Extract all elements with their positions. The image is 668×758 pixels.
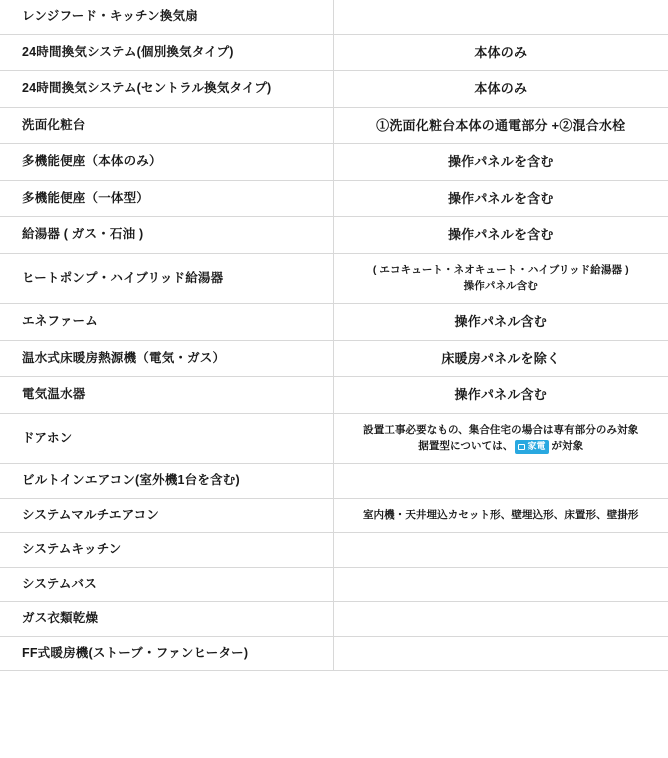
note-line-with-badge: [344, 438, 659, 455]
note-text: [344, 10, 659, 24]
note-line: 設置工事必要なもの、集合住宅の場合は専有部分のみ対象: [363, 423, 639, 436]
note-line: 操作パネルを含む: [447, 190, 554, 206]
table-row: [0, 217, 668, 254]
equipment-name-cell: 24時間換気システム(個別換気タイプ): [0, 34, 333, 71]
equipment-name-cell: 給湯器 ( ガス・石油 ): [0, 217, 333, 254]
note-cell: [333, 413, 668, 464]
equipment-name-cell: レンジフード・キッチン換気扇: [0, 0, 333, 34]
note-cell: [333, 71, 668, 108]
table-row: [0, 498, 668, 533]
equipment-name-cell: 電気温水器: [0, 377, 333, 414]
equipment-name-cell: 多機能便座（本体のみ）: [0, 144, 333, 181]
note-text: [344, 43, 659, 63]
table-row: [0, 340, 668, 377]
table-row: [0, 602, 668, 637]
note-text: [344, 79, 659, 99]
empty-note: [344, 474, 659, 488]
table-row: [0, 636, 668, 671]
note-line: 操作パネルを含む: [447, 154, 554, 169]
equipment-name-cell: エネファーム: [0, 304, 333, 341]
empty-note: [344, 612, 659, 626]
equipment-name-cell: FF式暖房機(ストーブ・ファンヒーター): [0, 636, 333, 671]
note-text: [344, 116, 659, 136]
note-text: [344, 312, 659, 332]
table-row: [0, 180, 668, 217]
table-row: [0, 253, 668, 304]
note-cell: [333, 377, 668, 414]
note-line: 本体のみ: [474, 44, 528, 60]
empty-note: [344, 577, 659, 591]
equipment-name-cell: システムバス: [0, 567, 333, 602]
equipment-name-cell: ドアホン: [0, 413, 333, 464]
table-row: [0, 304, 668, 341]
empty-note: [344, 646, 659, 660]
note-text: [344, 262, 659, 296]
note-cell: [333, 567, 668, 602]
note-cell: [333, 533, 668, 568]
empty-note: [344, 10, 659, 24]
note-line: ①洗面化粧台本体の通電部分 +②混合水栓: [376, 117, 626, 133]
equipment-name-cell: 洗面化粧台: [0, 107, 333, 144]
equipment-name-cell: ヒートポンプ・ハイブリッド給湯器: [0, 253, 333, 304]
table-row: [0, 377, 668, 414]
table-row: [0, 71, 668, 108]
note-cell: [333, 180, 668, 217]
note-cell: [333, 0, 668, 34]
note-line: 操作パネル含む: [454, 387, 547, 403]
note-cell: [333, 217, 668, 254]
note-line: ( エコキュート・ネオキュート・ハイブリッド給湯器 ): [372, 263, 629, 276]
note-text: [344, 646, 659, 660]
kaden-badge: [515, 440, 549, 454]
note-line: 床暖房パネルを除く: [441, 350, 561, 366]
note-text: [344, 422, 659, 456]
kaden-badge-label: 家電: [527, 441, 546, 452]
note-text: [344, 612, 659, 626]
table-row: [0, 144, 668, 181]
note-text: [344, 189, 659, 209]
note-text: [344, 152, 659, 172]
table-row: [0, 464, 668, 499]
equipment-name-cell: システムマルチエアコン: [0, 498, 333, 533]
note-text: [344, 385, 659, 405]
note-cell: [333, 253, 668, 304]
note-line: 本体のみ: [474, 81, 528, 96]
note-cell: [333, 464, 668, 499]
table-row: [0, 34, 668, 71]
note-text: [344, 474, 659, 488]
equipment-name-cell: 多機能便座（一体型）: [0, 180, 333, 217]
note-cell: [333, 602, 668, 637]
table-row: [0, 533, 668, 568]
note-cell: [333, 34, 668, 71]
note-cell: [333, 498, 668, 533]
table-row: [0, 0, 668, 34]
equipment-name-cell: システムキッチン: [0, 533, 333, 568]
note-cell: [333, 107, 668, 144]
note-text: [344, 225, 659, 245]
tv-icon: [518, 444, 525, 450]
table-row: [0, 413, 668, 464]
equipment-name-cell: ビルトインエアコン(室外機1台を含む): [0, 464, 333, 499]
note-badge-suffix: が対象: [551, 440, 584, 453]
note-line: 操作パネルを含む: [447, 227, 554, 242]
note-cell: [333, 636, 668, 671]
note-text: [344, 577, 659, 591]
note-line: 操作パネル含む: [454, 314, 547, 330]
note-line: 操作パネル含む: [463, 280, 538, 293]
equipment-name-cell: 温水式床暖房熱源機（電気・ガス）: [0, 340, 333, 377]
equipment-name-cell: ガス衣類乾燥: [0, 602, 333, 637]
note-cell: [333, 340, 668, 377]
note-cell: [333, 144, 668, 181]
note-cell: [333, 304, 668, 341]
note-text: [344, 507, 659, 524]
table-row: [0, 107, 668, 144]
empty-note: [344, 543, 659, 557]
equipment-name-cell: 24時間換気システム(セントラル換気タイプ): [0, 71, 333, 108]
note-text: [344, 349, 659, 369]
note-text: [344, 543, 659, 557]
note-badge-prefix: 据置型については、: [418, 440, 514, 453]
note-line: 室内機・天井埋込カセット形、壁埋込形、床置形、壁掛形: [362, 509, 639, 522]
table-row: [0, 567, 668, 602]
